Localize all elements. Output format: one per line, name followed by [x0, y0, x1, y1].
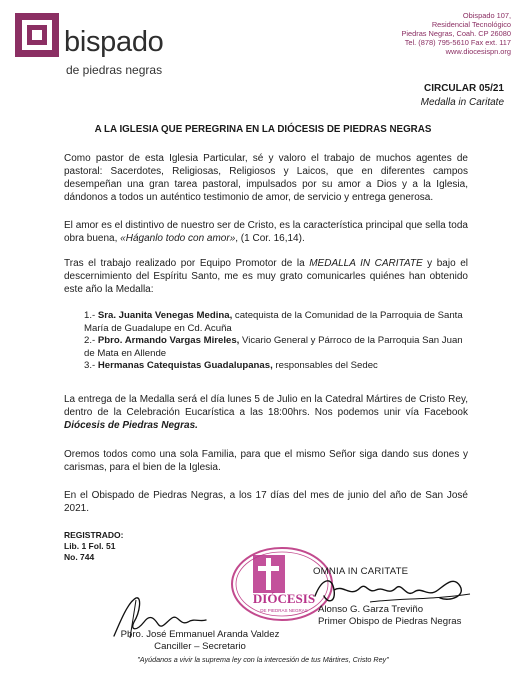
bishop-signature-block — [318, 604, 461, 628]
logo-subtitle: de piedras negras — [66, 63, 163, 77]
chancellor-name: Pbro. José Emmanuel Aranda Valdez — [120, 629, 280, 640]
honoree-list — [84, 310, 474, 373]
registry-block — [64, 530, 124, 563]
list-item: 2.- Pbro. Armando Vargas Mireles, Vicario General y Párroco de la Parroquia San Juan de Mata en Allende — [84, 335, 463, 359]
honoree-name: Sra. Juanita Venegas Medina, — [97, 310, 233, 321]
bishop-signature-icon — [310, 568, 480, 608]
paragraph-announcement — [64, 257, 468, 296]
logo-wordmark: bispado — [64, 26, 164, 58]
document-heading: A LA IGLESIA QUE PEREGRINA EN LA DIÓCESIS DE PIEDRAS NEGRAS — [94, 124, 432, 135]
honoree-description: Vicario General y Párroco de la Parroquia San Juan de Mata en Allende — [84, 335, 463, 359]
paragraph-ceremony — [64, 393, 468, 432]
honoree-description: catequista de la Comunidad de la Parroquia de Santa María de Guadalupe en Cd. Acuña — [84, 310, 463, 334]
honoree-name: Pbro. Armando Vargas Mireles, — [97, 335, 240, 347]
scripture-reference: , (1 Cor. 16,14). — [235, 233, 305, 244]
registry-number: No. 744 — [64, 552, 95, 562]
registry-book-folio: Lib. 1 Fol. 51 — [64, 541, 116, 551]
chancellor-signature-block — [110, 629, 290, 652]
paragraph-love — [64, 219, 468, 245]
list-item: 1.- Sra. Juanita Venegas Medina, catequista de la Comunidad de la Parroquia de Santa María de Guadalupe en Cd. Acuña — [84, 310, 463, 334]
honoree-name: Hermanas Catequistas Guadalupanas, — [97, 360, 273, 372]
paragraph-text: La entrega de la Medalla será el día lunes 5 de Julio en la Catedral Mártires de Cristo Rey, dentro de la Celebración Eucarística a las 18:00hrs. Nos podemos unir vía Facebook — [64, 394, 468, 418]
circular-subtitle: Medalla in Caritate — [420, 97, 504, 108]
contact-website: www.diocesispn.org — [445, 47, 511, 56]
contact-address-line: Piedras Negras, Coah. CP 26080 — [401, 29, 511, 38]
bishop-title: Primer Obispo de Piedras Negras — [318, 616, 462, 627]
bishop-name: Alonso G. Garza Treviño — [318, 604, 424, 615]
contact-block — [291, 11, 511, 56]
paragraph-text: El amor es el distintivo de nuestro ser de Cristo, es la característica principal que sella toda obra buena, — [64, 220, 468, 244]
registry-title: REGISTRADO: — [64, 530, 124, 540]
seal-text: DIÓCESIS — [252, 591, 316, 606]
footer-motto: "Ayúdanos a vivir la suprema ley con la intercesión de tus Mártires, Cristo Rey" — [137, 655, 389, 664]
honoree-description: responsables del Sedec — [272, 360, 378, 372]
contact-address-line: Obispado 107, — [462, 11, 511, 20]
contact-address-line: Residencial Tecnológico — [431, 20, 511, 29]
circular-number: CIRCULAR 05/21 — [423, 83, 504, 94]
contact-phone: Tel. (878) 795-5610 Fax ext. 117 — [404, 38, 511, 47]
list-item: 3.- Hermanas Catequistas Guadalupanas, responsables del Sedec — [84, 360, 378, 372]
paragraph-closing: En el Obispado de Piedras Negras, a los 17 días del mes de junio del año de San José 2021. — [64, 490, 468, 514]
seal-subtext: DE PIEDRAS NEGRAS — [260, 608, 308, 613]
chancellor-title: Canciller – Secretario — [154, 640, 246, 652]
medal-name: MEDALLA IN CARITATE — [309, 258, 423, 269]
scripture-quote: «Háganlo todo con amor» — [120, 233, 236, 244]
paragraph-intro: Como pastor de esta Iglesia Particular, sé y valoro el trabajo de muchos agentes de pastoral: Sacerdotes, Religiosas, Religiosos y Laicos, que en diferentes campos desempeñan una gran tarea pastoral, impulsados por su amor a Dios y a la Iglesia, dándonos a todos un auténtico testimonio de amor, de servicio y entrega generosa. — [64, 153, 468, 203]
episcopal-motto: OMNIA IN CARITATE — [313, 566, 409, 577]
paragraph-prayer: Oremos todos como una sola Familia, para que el mismo Señor siga dando sus dones y carismas, para el bien de la Iglesia. — [64, 449, 468, 473]
paragraph-text: y bajo el descernimiento del Espíritu Santo, me es muy grato comunicarles quiénes han obtenido este año la Medalla: — [64, 258, 468, 295]
facebook-page-name: Diócesis de Piedras Negras. — [64, 420, 198, 431]
paragraph-text: Tras el trabajo realizado por Equipo Promotor de la — [64, 258, 310, 269]
diocese-logo-icon — [15, 13, 59, 57]
